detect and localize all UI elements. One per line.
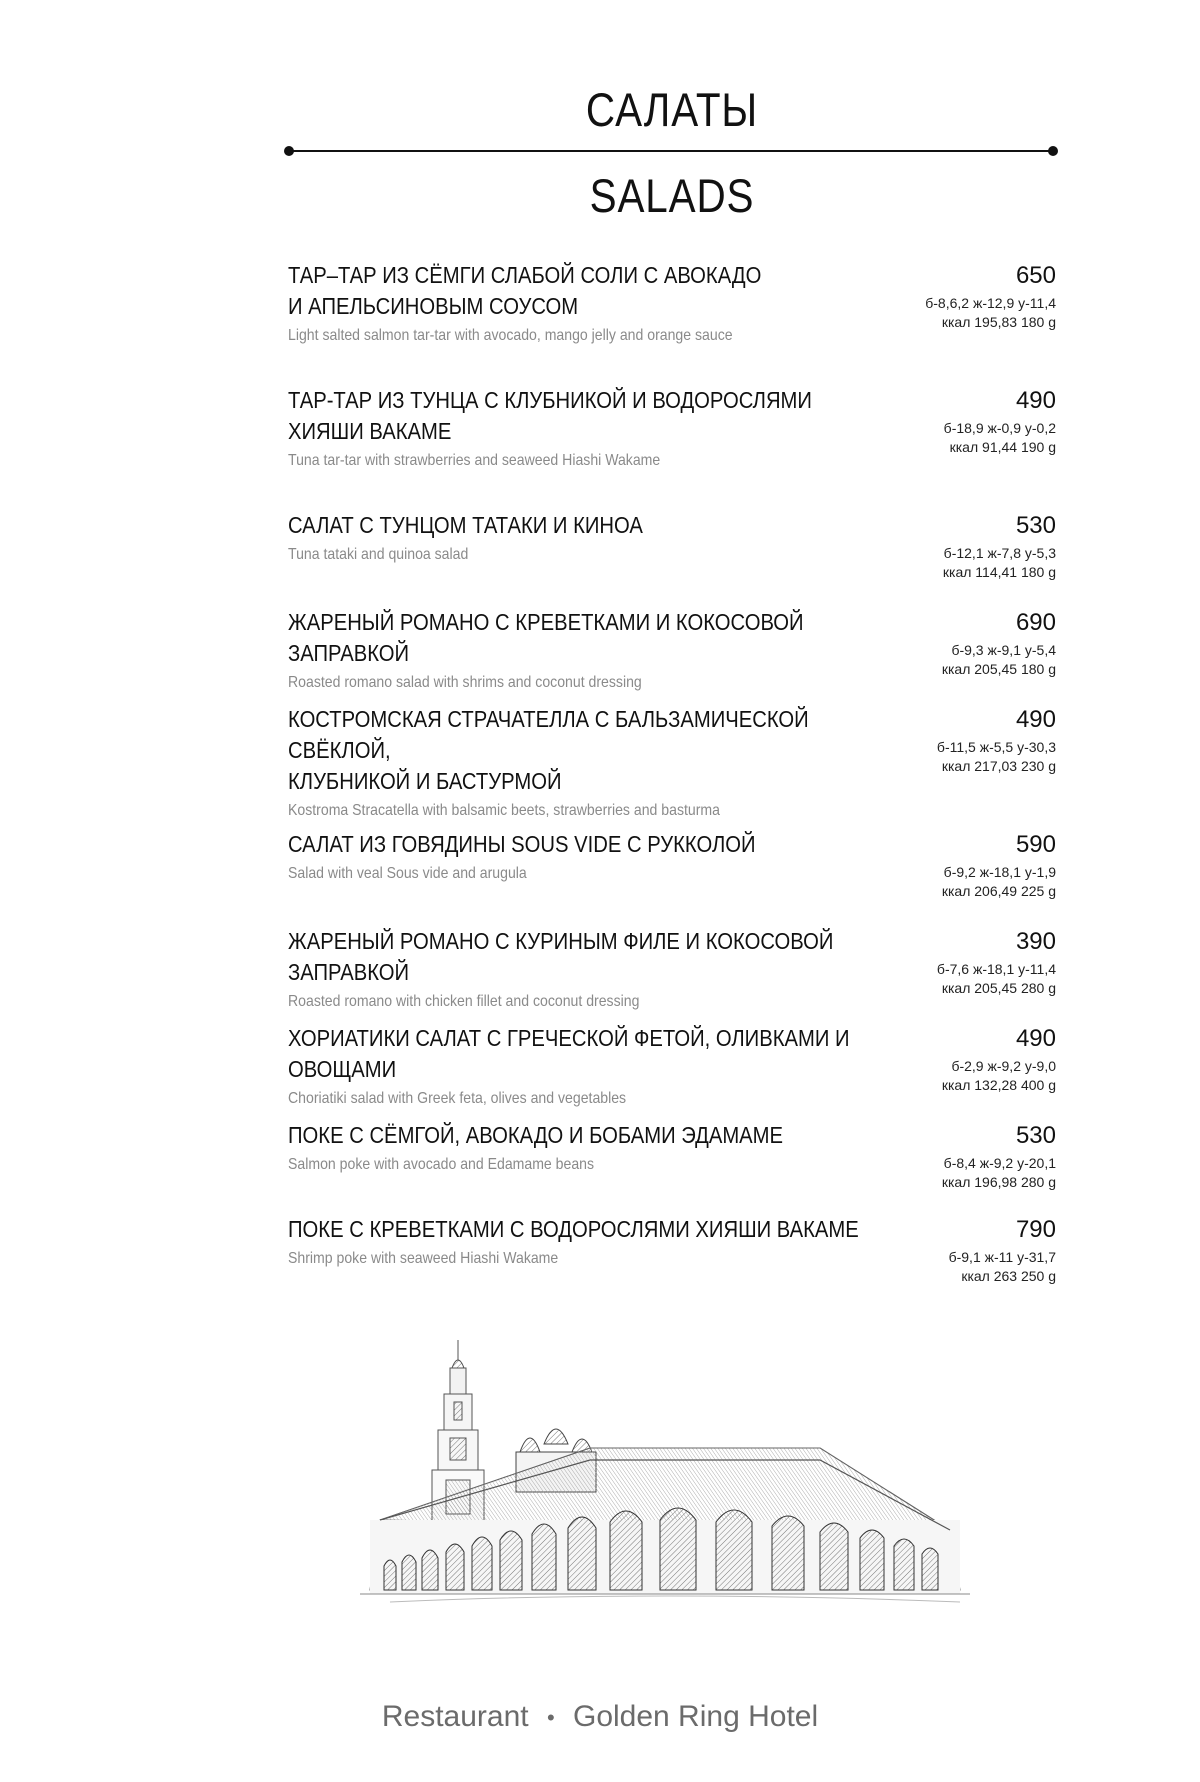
item-nutrition [942, 1154, 1056, 1192]
menu-item [288, 829, 1056, 899]
menu-item [288, 510, 1056, 580]
item-price: 490 [1015, 706, 1056, 733]
item-macros: б-9,3 ж-9,1 у-5,4 [951, 642, 1056, 658]
item-title: ПОКЕ С СЁМГОЙ, АВОКАДО И БОБАМИ ЭДАМАМЕ [288, 1122, 784, 1148]
item-nutrition [942, 641, 1056, 679]
item-kcal-weight: ккал 196,98 280 g [941, 1174, 1056, 1190]
footer-separator: • [546, 1705, 555, 1731]
item-price: 590 [1015, 831, 1056, 858]
item-description: Shrimp poke with seaweed Hiashi Wakame [288, 1250, 559, 1267]
menu-item [288, 704, 1056, 821]
footer [0, 1700, 1200, 1734]
item-price: 530 [1015, 512, 1056, 539]
item-macros: б-12,1 ж-7,8 у-5,3 [943, 545, 1056, 561]
item-macros: б-9,2 ж-18,1 у-1,9 [943, 864, 1056, 880]
item-price: 490 [1015, 1025, 1056, 1052]
item-macros: б-11,5 ж-5,5 у-30,3 [936, 739, 1056, 755]
item-title: ТАР-ТАР ИЗ ТУНЦА С КЛУБНИКОЙ И ВОДОРОСЛЯМИ ХИЯШИ ВАКАМЕ [288, 387, 812, 444]
menu-item [288, 1214, 1056, 1284]
item-kcal-weight: ккал 114,41 180 g [942, 564, 1056, 580]
menu-item [288, 385, 1056, 471]
item-price: 490 [1015, 387, 1056, 414]
section-title-ru: САЛАТЫ [585, 83, 759, 136]
item-description: Roasted romano with chicken fillet and coconut dressing [288, 993, 640, 1010]
item-macros: б-8,6,2 ж-12,9 у-11,4 [925, 295, 1056, 311]
item-description: Choriatiki salad with Greek feta, olives and vegetables [288, 1090, 627, 1107]
item-kcal-weight: ккал 217,03 230 g [941, 758, 1056, 774]
item-nutrition [937, 738, 1056, 776]
item-kcal-weight: ккал 263 250 g [961, 1268, 1056, 1284]
item-kcal-weight: ккал 205,45 280 g [941, 980, 1056, 996]
item-nutrition [944, 419, 1056, 457]
item-macros: б-8,4 ж-9,2 у-20,1 [943, 1155, 1056, 1171]
item-nutrition [942, 863, 1056, 901]
item-title: ХОРИАТИКИ САЛАТ С ГРЕЧЕСКОЙ ФЕТОЙ, ОЛИВКАМИ И ОВОЩАМИ [288, 1025, 850, 1082]
item-title: КОСТРОМСКАЯ СТРАЧАТЕЛЛА С БАЛЬЗАМИЧЕСКОЙ СВЁКЛОЙ, КЛУБНИКОЙ И БАСТУРМОЙ [288, 706, 809, 794]
item-title: ЖАРЕНЫЙ РОМАНО С КУРИНЫМ ФИЛЕ И КОКОСОВОЙ ЗАПРАВКОЙ [288, 928, 834, 985]
item-price: 790 [1015, 1216, 1056, 1243]
item-description: Salmon poke with avocado and Edamame beans [288, 1156, 595, 1173]
item-title: ТАР–ТАР ИЗ СЁМГИ СЛАБОЙ СОЛИ С АВОКАДО И АПЕЛЬСИНОВЫМ СОУСОМ [288, 262, 762, 319]
item-nutrition [925, 294, 1056, 332]
item-macros: б-2,9 ж-9,2 у-9,0 [951, 1058, 1056, 1074]
item-macros: б-7,6 ж-18,1 у-11,4 [936, 961, 1056, 977]
title-divider [288, 150, 1054, 152]
item-price: 530 [1015, 1122, 1056, 1149]
divider-dot-right [1048, 146, 1058, 156]
footer-restaurant: Restaurant [381, 1700, 529, 1733]
menu-item [288, 607, 1056, 693]
item-nutrition [943, 544, 1056, 582]
item-title: САЛАТ ИЗ ГОВЯДИНЫ SOUS VIDE С РУККОЛОЙ [288, 831, 756, 857]
item-nutrition [937, 960, 1056, 998]
item-nutrition [949, 1248, 1056, 1286]
item-price: 390 [1015, 928, 1056, 955]
item-description: Salad with veal Sous vide and arugula [288, 865, 527, 882]
footer-hotel-name: Golden Ring Hotel [572, 1700, 819, 1733]
menu-item [288, 1023, 1056, 1109]
item-description: Tuna tar-tar with strawberries and seaweed Hiashi Wakame [288, 452, 661, 469]
item-kcal-weight: ккал 132,28 400 g [941, 1077, 1056, 1093]
item-description: Roasted romano salad with shrims and coconut dressing [288, 674, 642, 691]
item-kcal-weight: ккал 195,83 180 g [941, 314, 1056, 330]
item-macros: б-18,9 ж-0,9 у-0,2 [943, 420, 1056, 436]
item-macros: б-9,1 ж-11 у-31,7 [948, 1249, 1056, 1265]
item-price: 650 [1015, 262, 1056, 289]
item-kcal-weight: ккал 205,45 180 g [941, 661, 1056, 677]
menu-item [288, 926, 1056, 1012]
divider-dot-left [284, 146, 294, 156]
item-description: Tuna tataki and quinoa salad [288, 546, 469, 563]
item-kcal-weight: ккал 91,44 190 g [949, 439, 1056, 455]
trading-rows-illustration [360, 1340, 980, 1640]
item-description: Kostroma Stracatella with balsamic beets, strawberries and basturma [288, 802, 720, 819]
menu-item [288, 260, 1056, 346]
item-title: ЖАРЕНЫЙ РОМАНО С КРЕВЕТКАМИ И КОКОСОВОЙ ЗАПРАВКОЙ [288, 609, 804, 666]
section-title-en: SALADS [589, 169, 755, 222]
menu-item [288, 1120, 1056, 1190]
item-nutrition [942, 1057, 1056, 1095]
item-title: САЛАТ С ТУНЦОМ ТАТАКИ И КИНОА [288, 512, 643, 538]
item-title: ПОКЕ С КРЕВЕТКАМИ С ВОДОРОСЛЯМИ ХИЯШИ ВАКАМЕ [288, 1216, 859, 1242]
item-description: Light salted salmon tar-tar with avocado, mango jelly and orange sauce [288, 327, 733, 344]
item-kcal-weight: ккал 206,49 225 g [941, 883, 1056, 899]
item-price: 690 [1015, 609, 1056, 636]
